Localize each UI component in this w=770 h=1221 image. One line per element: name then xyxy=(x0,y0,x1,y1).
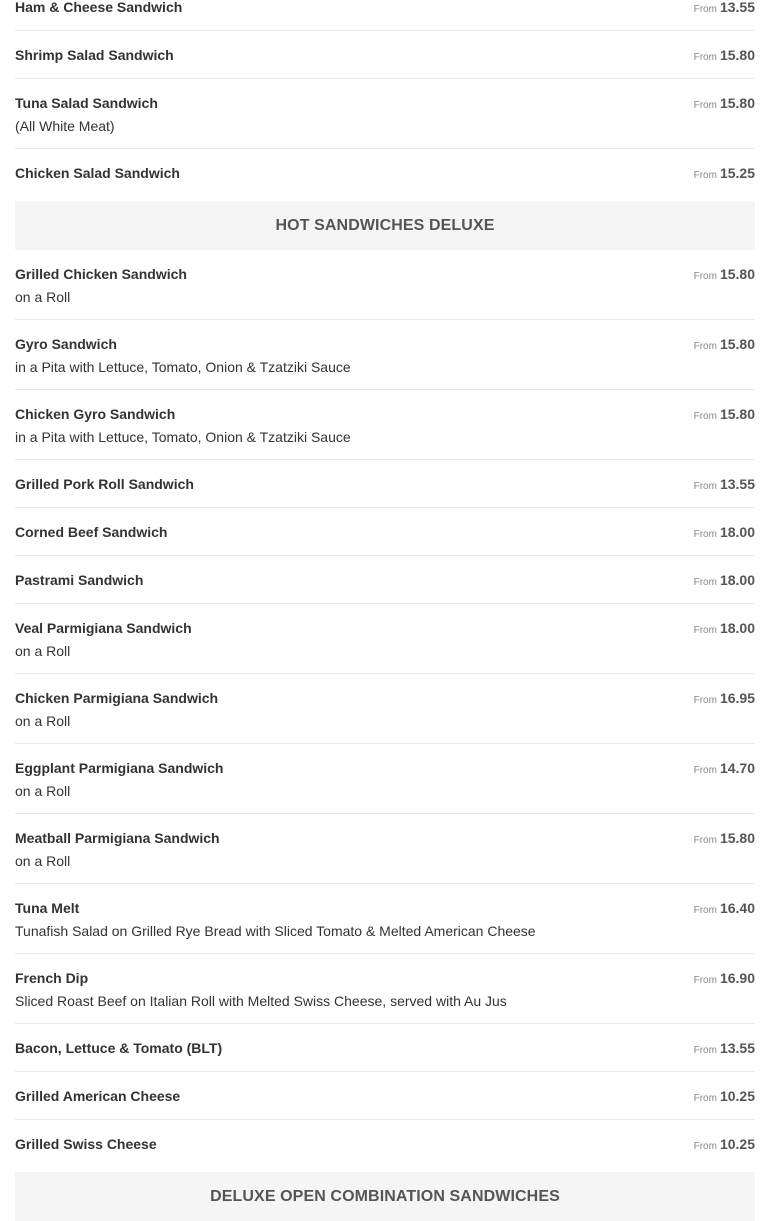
item-name: Ham & Cheese Sandwich xyxy=(15,0,183,15)
price-value: 15.80 xyxy=(719,266,755,282)
price-value: 18.00 xyxy=(719,524,755,540)
price-value: 16.40 xyxy=(719,900,755,916)
item-name: Pastrami Sandwich xyxy=(15,572,144,588)
item-name: Shrimp Salad Sandwich xyxy=(15,47,174,63)
price-value: 13.55 xyxy=(719,1040,755,1056)
item-price xyxy=(694,1136,755,1155)
section-header-deluxe-open-combination-sandwiches: DELUXE OPEN COMBINATION SANDWICHES xyxy=(15,1172,755,1221)
item-price xyxy=(694,336,755,355)
price-value: 15.80 xyxy=(719,95,755,111)
price-value: 15.80 xyxy=(719,47,755,63)
menu-item-grilled-american-cheese[interactable] xyxy=(15,1072,755,1120)
menu-list xyxy=(15,0,755,1221)
item-description: on a Roll xyxy=(15,783,71,799)
item-name: Chicken Parmigiana Sandwich xyxy=(15,690,219,706)
item-name: French Dip xyxy=(15,970,89,986)
price-value: 14.70 xyxy=(719,760,755,776)
item-price xyxy=(694,830,755,849)
menu-item-pastrami-sandwich[interactable] xyxy=(15,556,755,604)
item-description: on a Roll xyxy=(15,643,71,659)
price-value: 18.00 xyxy=(719,620,755,636)
price-value: 15.25 xyxy=(719,165,755,181)
price-value: 10.25 xyxy=(719,1088,755,1104)
from-label: From xyxy=(693,625,717,636)
menu-item-meatball-parmigiana-sandwich[interactable] xyxy=(15,814,755,884)
menu-item-french-dip[interactable] xyxy=(15,954,755,1024)
item-price xyxy=(694,95,755,114)
from-label: From xyxy=(693,835,717,846)
item-price xyxy=(694,1040,755,1059)
item-name: Chicken Gyro Sandwich xyxy=(15,406,176,422)
item-name: Tuna Melt xyxy=(15,900,80,916)
item-description: (All White Meat) xyxy=(15,118,115,134)
price-value: 15.80 xyxy=(719,336,755,352)
from-label: From xyxy=(693,170,717,181)
menu-item-grilled-swiss-cheese[interactable] xyxy=(15,1120,755,1167)
item-price xyxy=(694,0,755,18)
menu-item-chicken-gyro-sandwich[interactable] xyxy=(15,390,755,460)
from-label: From xyxy=(693,577,717,588)
section-header-hot-sandwiches-deluxe: HOT SANDWICHES DELUXE xyxy=(15,201,755,250)
item-price xyxy=(694,406,755,425)
item-description: on a Roll xyxy=(15,853,71,869)
menu-item-grilled-pork-roll-sandwich[interactable] xyxy=(15,460,755,508)
item-name: Gyro Sandwich xyxy=(15,336,117,352)
item-name: Tuna Salad Sandwich xyxy=(15,95,158,111)
menu-item-tuna-salad-sandwich[interactable] xyxy=(15,79,755,149)
item-price xyxy=(694,165,755,184)
item-description: Sliced Roast Beef on Italian Roll with Melted Swiss Cheese, served with Au Jus xyxy=(15,993,507,1009)
item-name: Meatball Parmigiana Sandwich xyxy=(15,830,220,846)
menu-item-bacon-lettuce-tomato-blt[interactable] xyxy=(15,1024,755,1072)
from-label: From xyxy=(693,411,717,422)
from-label: From xyxy=(693,100,717,111)
item-price xyxy=(694,266,755,285)
item-name: Grilled Pork Roll Sandwich xyxy=(15,476,194,492)
menu-item-tuna-melt[interactable] xyxy=(15,884,755,954)
from-label: From xyxy=(693,975,717,986)
item-description: on a Roll xyxy=(15,713,71,729)
menu-item-corned-beef-sandwich[interactable] xyxy=(15,508,755,556)
price-value: 13.55 xyxy=(719,0,755,15)
item-name: Corned Beef Sandwich xyxy=(15,524,168,540)
item-name: Grilled American Cheese xyxy=(15,1088,181,1104)
item-price xyxy=(694,572,755,591)
from-label: From xyxy=(693,765,717,776)
menu-item-chicken-parmigiana-sandwich[interactable] xyxy=(15,674,755,744)
item-description: Tunafish Salad on Grilled Rye Bread with Sliced Tomato & Melted American Cheese xyxy=(15,923,536,939)
item-price xyxy=(694,760,755,779)
price-value: 16.95 xyxy=(719,690,755,706)
price-value: 10.25 xyxy=(719,1136,755,1152)
item-price xyxy=(694,476,755,495)
menu-item-grilled-chicken-sandwich[interactable] xyxy=(15,250,755,320)
item-price xyxy=(694,524,755,543)
item-description: in a Pita with Lettuce, Tomato, Onion & Tzatziki Sauce xyxy=(15,429,351,445)
menu-item-gyro-sandwich[interactable] xyxy=(15,320,755,390)
item-price xyxy=(694,900,755,919)
menu-item-ham-cheese-sandwich[interactable] xyxy=(15,0,755,31)
item-name: Grilled Chicken Sandwich xyxy=(15,266,187,282)
item-price xyxy=(694,1088,755,1107)
price-value: 15.80 xyxy=(719,406,755,422)
item-name: Chicken Salad Sandwich xyxy=(15,165,180,181)
from-label: From xyxy=(693,52,717,63)
item-name: Bacon, Lettuce & Tomato (BLT) xyxy=(15,1040,223,1056)
price-value: 18.00 xyxy=(719,572,755,588)
from-label: From xyxy=(693,529,717,540)
item-price xyxy=(694,620,755,639)
item-price xyxy=(694,47,755,66)
price-value: 13.55 xyxy=(719,476,755,492)
from-label: From xyxy=(693,271,717,282)
from-label: From xyxy=(693,481,717,492)
item-price xyxy=(694,690,755,709)
menu-item-chicken-salad-sandwich[interactable] xyxy=(15,149,755,196)
from-label: From xyxy=(693,905,717,916)
from-label: From xyxy=(693,341,717,352)
from-label: From xyxy=(693,1141,717,1152)
item-name: Eggplant Parmigiana Sandwich xyxy=(15,760,224,776)
menu-item-shrimp-salad-sandwich[interactable] xyxy=(15,31,755,79)
item-name: Veal Parmigiana Sandwich xyxy=(15,620,192,636)
from-label: From xyxy=(693,4,717,15)
menu-item-veal-parmigiana-sandwich[interactable] xyxy=(15,604,755,674)
item-description: in a Pita with Lettuce, Tomato, Onion & Tzatziki Sauce xyxy=(15,359,351,375)
item-price xyxy=(694,970,755,989)
price-value: 16.90 xyxy=(719,970,755,986)
price-value: 15.80 xyxy=(719,830,755,846)
item-name: Grilled Swiss Cheese xyxy=(15,1136,157,1152)
from-label: From xyxy=(693,1093,717,1104)
menu-item-eggplant-parmigiana-sandwich[interactable] xyxy=(15,744,755,814)
from-label: From xyxy=(693,695,717,706)
from-label: From xyxy=(693,1045,717,1056)
item-description: on a Roll xyxy=(15,289,71,305)
